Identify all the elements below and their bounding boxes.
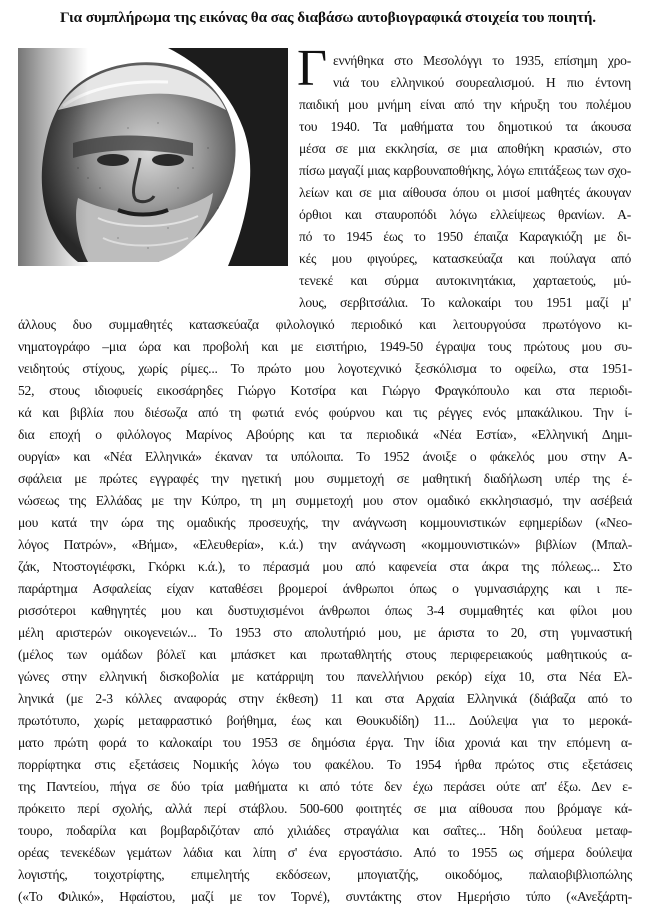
text-line: άλλους δυο συμμαθητές κατασκεύαζα φιλολογικό περιοδικό και λειτουργούσα πρωτόγονο κι-	[18, 317, 632, 332]
text-line: ορέας τενεκέδων γεμάτων λάδια και λίπη σ' ένα εργοστάσιο. Από το 1955 ως σήμερα δούλεψα	[18, 845, 632, 860]
page-heading: Για συμπλήρωμα της εικόνας θα σας διαβάσω αυτοβιογραφικά στοιχεία του ποιητή.	[59, 9, 597, 26]
text-line: κά και βιβλία που διέσωζα από τη φωτιά ενός φούρνου και τις ρέγγες ενός μπακάλικου. Την ί-	[18, 405, 632, 420]
text-line: παιδική μου μνήμη είναι από την κήρυξη του πολέμου	[299, 97, 631, 112]
text-line: 52, στους ιδιοφυείς εικοσάρηδες Γιώργο Κοτσίρα και Γιώργο Φραγκόπουλο και στα περιοδι-	[18, 383, 632, 398]
text-line: ζάκ, Ντοστογιέφσκι, Γκόρκι κ.ά.), το πέρασμά μου από καφενεία στα άκρα της πόλεως... Στο	[18, 559, 632, 574]
text-line: κές μου φιγούρες, κατασκεύαζα και πούλαγα από	[299, 251, 631, 266]
text-line: ληνικά (με 2-3 κόλλες αναφοράς στην έκθεση) 11 και στα Αρχαία Ελληνικά (διάβαζα από το	[18, 691, 632, 706]
text-line: («Το Φιλικό», Ηφαίστου, μαζί με τον Τορνέ), συντάκτης στον Ημερήσιο τύπο («Ανεξάρτη-	[18, 889, 632, 904]
text-line: νιά του ελληνικού σουρεαλισμού. Η πιο έντονη	[333, 75, 631, 90]
text-line: σφάλεια με πρώτες εγγραφές την ηγετική μου συμμετοχή σε μαθητική διαδήλωση υπέρ της έ-	[18, 471, 632, 486]
text-line: τουρο, ποδαρίλα και βομβαρδιζόταν από χιλιάδες στραγάλια και σαΐτες... Ήδη δούλευα μεταφ-	[18, 823, 632, 838]
text-line: γώνες στην ελληνική δισκοβολία με κατάρριψη του πανελλήνιου ρεκόρ) είχα 10, στα Νέα Ελ-	[18, 669, 632, 684]
text-line: δια εποχή ο φιλόλογος Μαρίνος Αβούρης και τα περιοδικά «Νέα Εστία», «Ελληνική Δημι-	[18, 427, 632, 442]
text-line: τενεκέ και σύρμα αυτοκινητάκια, χαρταετούς, μύ-	[299, 273, 631, 288]
text-line: του 1940. Τα μαθήματα του δημοτικού τα άκουσα	[299, 119, 631, 134]
text-line: λόγος Πατρών», «Βήμα», «Ελευθερία», κ.ά.) την ανάγνωση «κομμουνιστικών» βιβλίων (Μπαλ-	[18, 537, 632, 552]
text-line: πρωτότυπο, χωρίς μεταφραστικό βοήθημα, έως και Θουκυδίδη) 11... Δούλεψα για το μεροκά-	[18, 713, 632, 728]
text-line: (μέλος των ομάδων βόλεϊ και μπάσκετ και πρωταθλητής στους περιφερειακούς μαθητικούς α-	[18, 647, 632, 662]
portrait-image	[18, 48, 288, 266]
text-line: ουργία» και «Νέα Ελληνικά» έκαναν τα υπόλοιπα. Το 1952 άνοιξε ο φάκελός μου στην Α-	[18, 449, 632, 464]
text-line: νηματογράφο –μια ώρα και προβολή και με εισιτήριο, 1949-50 έγραψα τους πρώτους μου συ-	[18, 339, 632, 354]
text-line: μέλη αριστερών οικογενειών... Το 1953 στο απολυτήριό μου, με άριστα το 20, στη γυμναστική	[18, 625, 632, 640]
text-line: ρισσότεροι καθηγητές μου και δυστυχισμένοι άνθρωποι όπως 3-4 συμμαθητές και φίλοι μου	[18, 603, 632, 618]
text-line: λείων και σε μια αίθουσα όπου οι μισοί μαθητές άκουγαν	[299, 185, 631, 200]
poet-portrait-photo	[18, 48, 288, 266]
text-line: μου κατά την ώρα της ομαδικής προσευχής, την ανάγνωση κομμουνιστικών εφημερίδων («Νεο-	[18, 515, 632, 530]
text-line: ματο πρώτη φορά το καλοκαίρι του 1953 σε δημόσια έργα. Την ίδια χρονιά και την επόμενη α-	[18, 735, 632, 750]
text-line: μέσα σε μια εκκλησία, σε μια αποθήκη κρασιών, στο	[299, 141, 631, 156]
text-line: όρθιοι και σταυροπόδι λόγω ελλείψεως θρανίων. Α-	[299, 207, 631, 222]
text-line: παράρτημα Ασφαλείας είχαν καταθέσει βρομεροί άνθρωποι όπως ο γυμνασιάρχης και ι πε-	[18, 581, 632, 596]
text-line: της Παντείου, πήγα σε δύο τρία μαθήματα κι από τότε δεν έχω περάσει ούτε απ' έξω. Δεν ε-	[18, 779, 632, 794]
text-line: πό το 1945 έως το 1950 έπαιζα Καραγκιόζη με δι-	[299, 229, 631, 244]
text-line: νώσεως της Ελλάδας με την Κύπρο, τη μη συμμετοχή μου στον ομαδικό εκκλησιασμό, την ασέβειά	[18, 493, 632, 508]
text-line: πίσω μαγαζί μιας καρβουναποθήκης, λόγω επιτάξεως των σχο-	[299, 163, 631, 178]
text-line: εννήθηκα στο Μεσολόγγι το 1935, επίσημη χρο-	[333, 53, 631, 68]
text-line: λους, σερβιτσάλια. Το καλοκαίρι του 1951 μαζί μ'	[299, 295, 631, 310]
text-line: νειδητούς στίχους, χωρίς ρίμες... Το πρώτο μου λογοτεχνικό ξεσκόλισμα το οφείλω, στα 1951-	[18, 361, 632, 376]
text-line: πρόκειτο περί σχολής, αλλά περί στάβλου. 500-600 φοιτητές σε μια αίθουσα που βρόμαγε κά-	[18, 801, 632, 816]
drop-cap: Γ	[297, 40, 328, 97]
text-line: λογιστής, τοιχοτρίφτης, επιμελητής εκδόσεων, μπογιατζής, οικοδόμος, παλαιοβιβλιοπώλης	[18, 867, 632, 882]
text-line: πορρίφτηκα στις εξετάσεις Νομικής λόγω του φακέλου. Το 1954 ήρθα πρώτος στις εξετάσεις	[18, 757, 632, 772]
